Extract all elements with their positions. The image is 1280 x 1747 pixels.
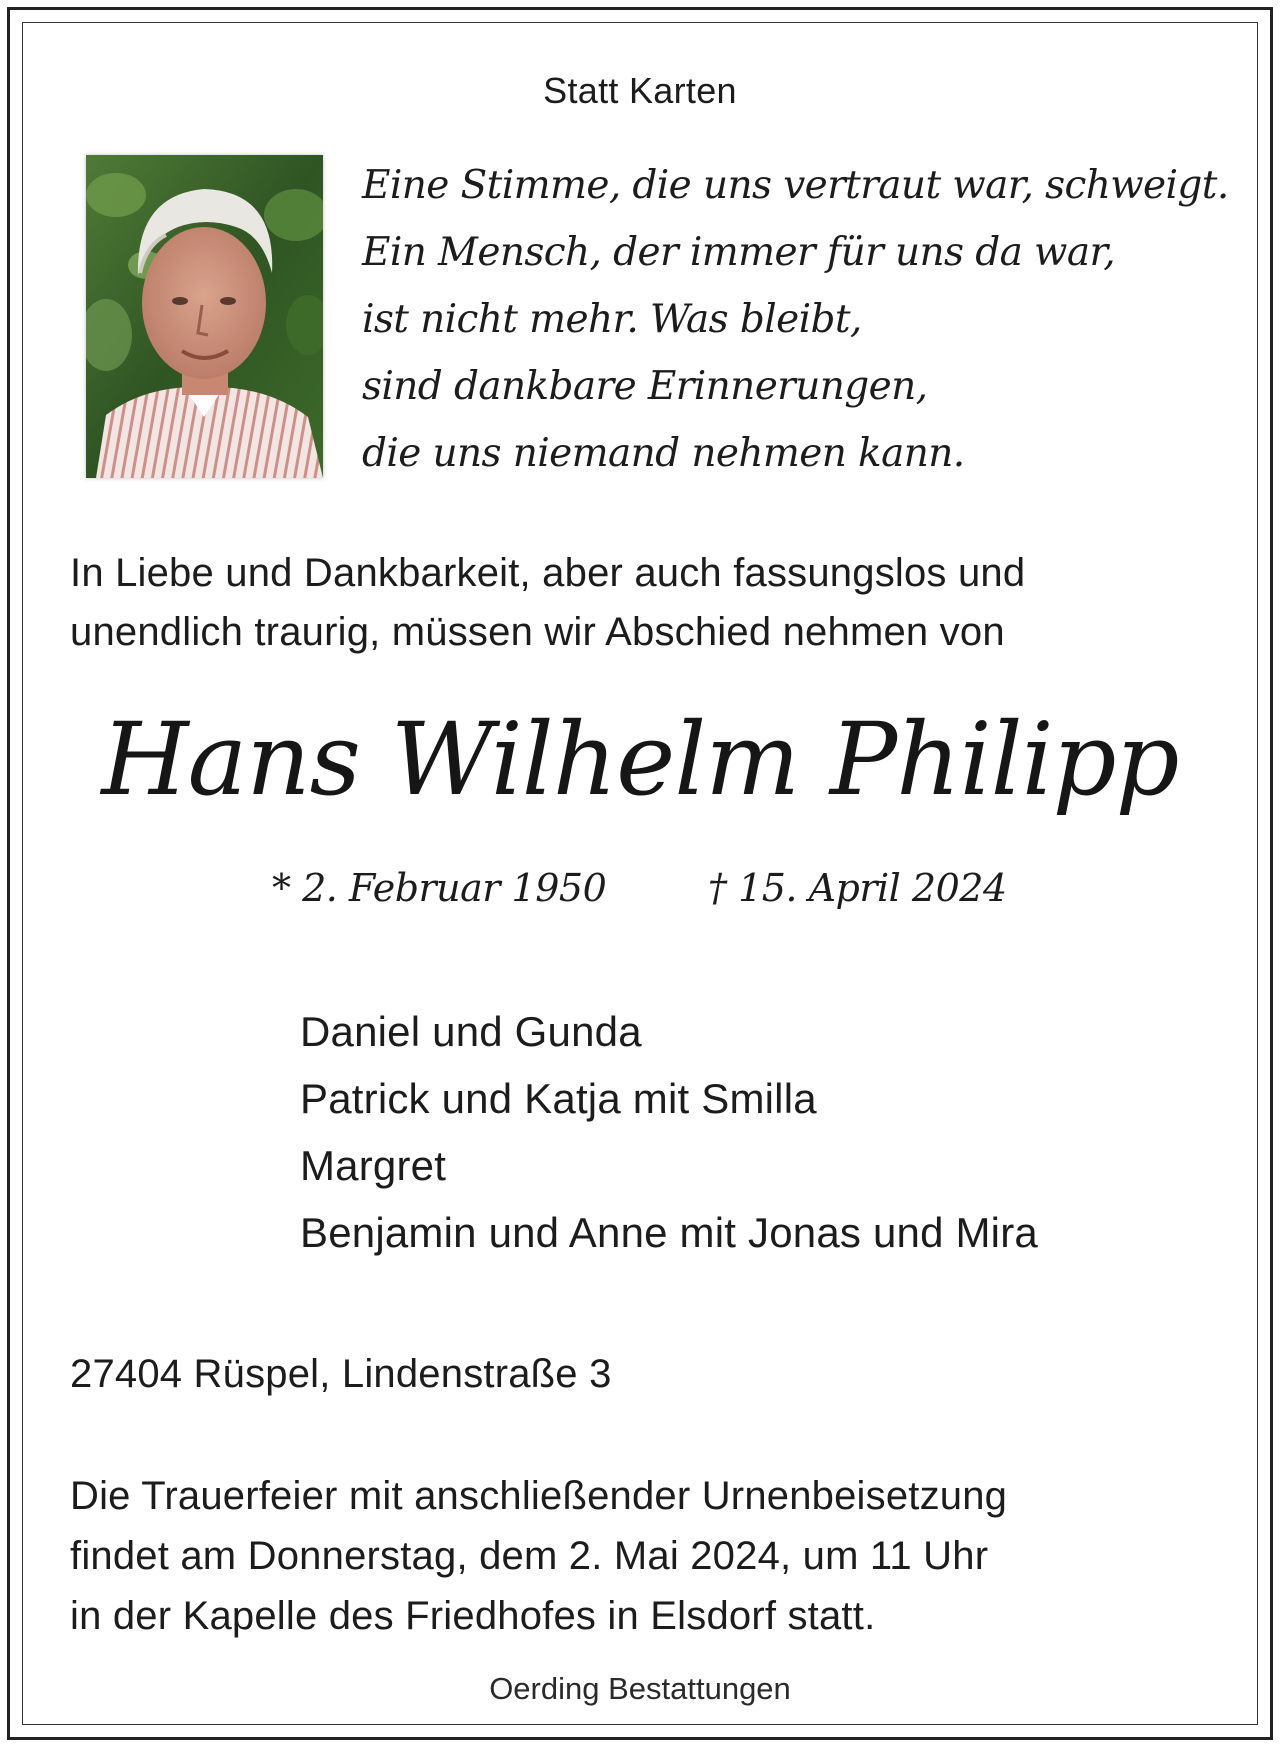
- intro-line: unendlich traurig, müssen wir Abschied nehmen von: [70, 610, 1005, 654]
- service-line: findet am Donnerstag, dem 2. Mai 2024, um 11 Uhr: [70, 1534, 989, 1578]
- portrait-image: [86, 155, 323, 478]
- poem-line: ist nicht mehr. Was bleibt,: [362, 297, 862, 342]
- deceased-name: Hans Wilhelm Philipp: [101, 701, 1179, 818]
- undertaker-credit: Oerding Bestattungen: [489, 1671, 791, 1706]
- poem-line: sind dankbare Erinnerungen,: [362, 364, 928, 409]
- poem: [362, 152, 1229, 487]
- mourner-entry: Daniel und Gunda: [300, 1008, 642, 1055]
- poem-line: die uns niemand nehmen kann.: [362, 431, 965, 476]
- portrait-photo: [86, 155, 323, 478]
- service-line: in der Kapelle des Friedhofes in Elsdorf statt.: [70, 1594, 876, 1638]
- birth-date: * 2. Februar 1950: [272, 866, 607, 910]
- death-date: † 15. April 2024: [708, 866, 1007, 910]
- service-info: [70, 1466, 1007, 1646]
- address: 27404 Rüspel, Lindenstraße 3: [70, 1352, 612, 1396]
- intro-text: [70, 544, 1025, 662]
- mourner-entry: Margret: [300, 1142, 447, 1189]
- mourner-entry: Patrick und Katja mit Smilla: [300, 1075, 817, 1122]
- service-line: Die Trauerfeier mit anschließender Urnenbeisetzung: [70, 1474, 1008, 1518]
- intro-line: In Liebe und Dankbarkeit, aber auch fassungslos und: [70, 551, 1026, 595]
- header-statt-karten: Statt Karten: [543, 70, 737, 111]
- poem-line: Eine Stimme, die uns vertraut war, schweigt.: [362, 163, 1229, 208]
- mourners-list: [300, 998, 1038, 1266]
- poem-line: Ein Mensch, der immer für uns da war,: [362, 230, 1116, 275]
- mourner-entry: Benjamin und Anne mit Jonas und Mira: [300, 1209, 1038, 1256]
